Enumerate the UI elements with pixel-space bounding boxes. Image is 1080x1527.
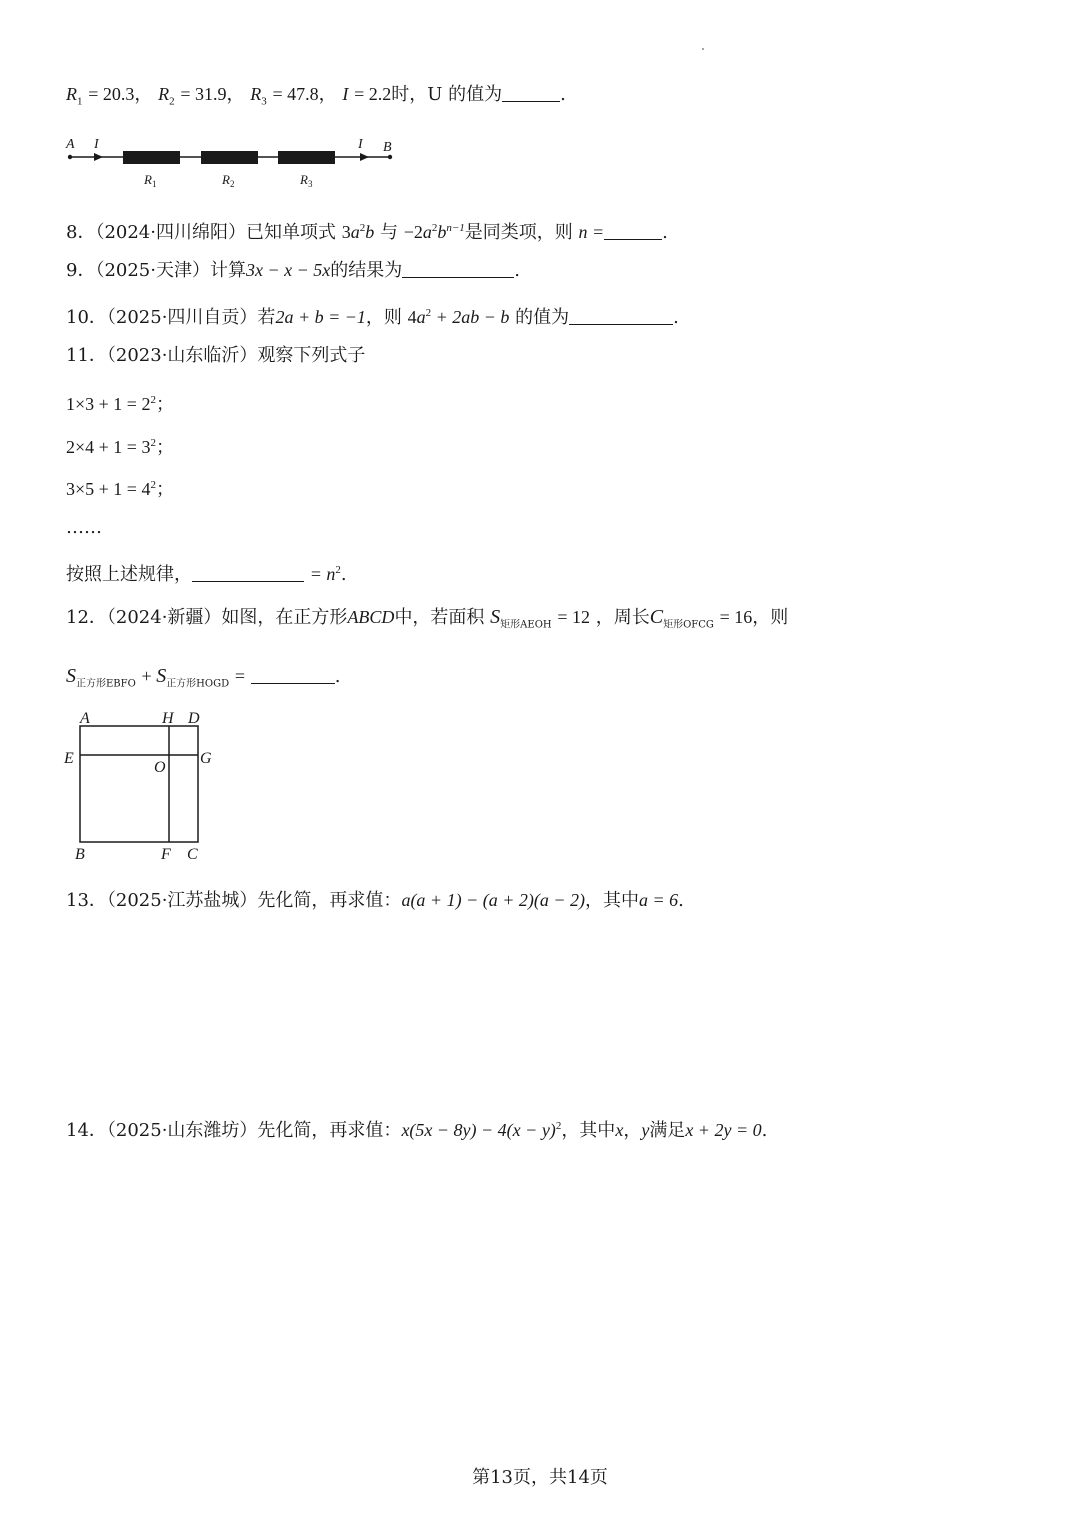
svg-text:E: E bbox=[64, 750, 74, 767]
resistor-r2 bbox=[201, 151, 258, 164]
pattern-line-2: $2\times 4 + 1 = 3^2$； bbox=[66, 437, 174, 457]
answer-blank bbox=[251, 665, 335, 684]
question-10: 10．（2025·四川自贡）若2a + b = −1，则 $4a^2 + 2ab - b$ 的值为 . bbox=[66, 307, 679, 328]
svg-text:F: F bbox=[161, 846, 171, 863]
question-13: 13．（2025·江苏盐城）先化简，再求值：a(a + 1) − (a + 2)(a − 2)，其中a = 6. bbox=[66, 890, 684, 911]
svg-text:A: A bbox=[66, 137, 75, 152]
svg-text:G: G bbox=[200, 750, 212, 767]
answer-blank bbox=[192, 563, 304, 582]
svg-text:B: B bbox=[383, 140, 392, 155]
resistor-r1 bbox=[123, 151, 180, 164]
answer-blank bbox=[604, 221, 662, 240]
svg-text:B: B bbox=[75, 846, 85, 863]
svg-text:C: C bbox=[187, 846, 198, 863]
pattern-rule: 按照上述规律， = $n^2$. bbox=[66, 564, 347, 585]
answer-blank bbox=[402, 259, 514, 278]
svg-text:R1: $R_1$ bbox=[144, 172, 157, 189]
q7-conditions: $R_1 = 20.3$， $R_2 = 31.9$， $R_3 = 47.8$， I = 2.2时，U 的值为 . bbox=[66, 84, 566, 108]
answer-blank bbox=[502, 83, 560, 102]
svg-text:R3: $R_3$ bbox=[300, 172, 313, 189]
svg-text:A: A bbox=[80, 710, 90, 727]
question-12: 12．（2024·新疆）如图，在正方形ABCD中，若面积 $S_{矩形AEOH} = 12$ ，周长$C_{矩形OFCG} = 16$，则 bbox=[66, 606, 789, 631]
svg-text:H: H bbox=[162, 710, 174, 727]
svg-text:O: O bbox=[154, 759, 166, 776]
svg-text:R2: $R_2$ bbox=[222, 172, 235, 189]
svg-text:D: D bbox=[188, 710, 200, 727]
svg-text:I: I bbox=[358, 137, 363, 152]
question-12-expression: $S_{正方形EBFO} + S_{正方形HOGD}$ = . bbox=[66, 665, 341, 690]
square-figure bbox=[60, 706, 220, 866]
question-9: 9．（2025·天津）计算3x − x − 5x的结果为 . bbox=[66, 260, 520, 281]
resistor-r3 bbox=[278, 151, 335, 164]
circuit-diagram bbox=[60, 132, 400, 194]
page-footer: 第13页，共14页 bbox=[472, 1467, 608, 1488]
question-11: 11．（2023·山东临沂）观察下列式子 bbox=[66, 345, 366, 366]
question-8: 8．（2024·四川绵阳）已知单项式 $3a^2b$ 与 $-2a^2b^{n-1}$是同类项，则 n = . bbox=[66, 222, 668, 243]
scan-dot bbox=[702, 48, 704, 50]
pattern-line-1: $1\times 3 + 1 = 2^2$； bbox=[66, 394, 174, 414]
question-14: 14．（2025·山东潍坊）先化简，再求值：$x(5x - 8y) - 4(x - y)^2$，其中x，y满足x + 2y = 0. bbox=[66, 1120, 768, 1141]
svg-text:I: I bbox=[94, 137, 99, 152]
answer-blank bbox=[569, 306, 673, 325]
pattern-line-3: $3\times 5 + 1 = 4^2$； bbox=[66, 479, 174, 499]
ellipsis: …… bbox=[66, 517, 102, 538]
